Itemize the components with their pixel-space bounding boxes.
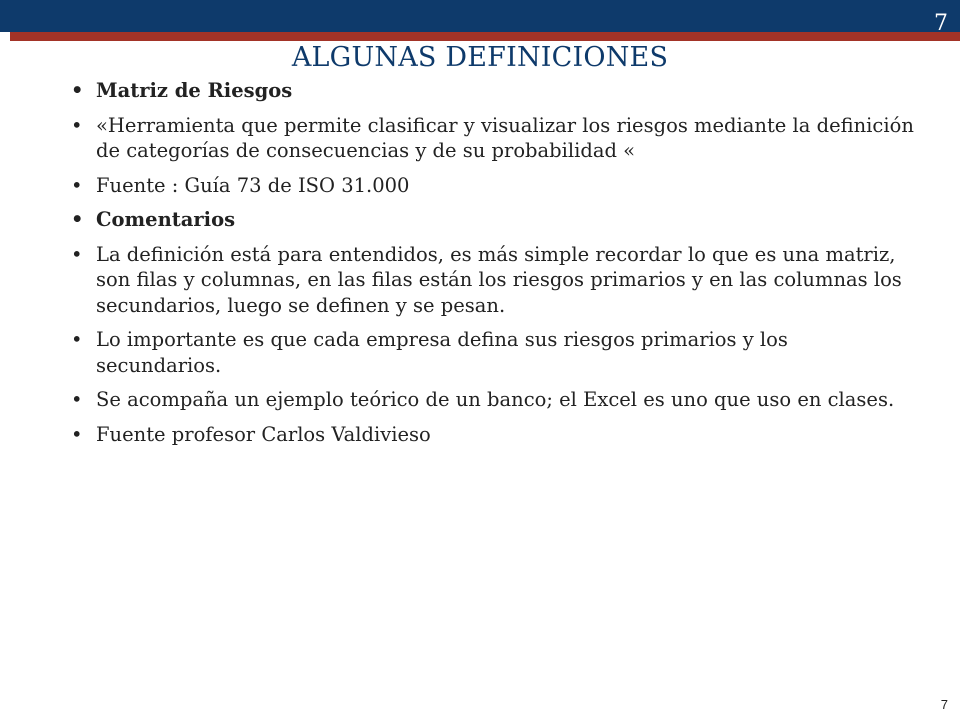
bullet-comment-3: • Se acompaña un ejemplo teórico de un banco; el Excel es uno que uso en clases. [66,387,916,413]
bullet-comentarios-heading: • Comentarios [66,207,916,233]
bullet-list [66,78,916,456]
accent-stripe [10,32,960,41]
bullet-source-professor: • Fuente profesor Carlos Valdivieso [66,422,916,448]
bullet-comment-2: • Lo importante es que cada empresa defina sus riesgos primarios y los secundarios. [66,327,916,378]
bullet-comment-1: • La definición está para entendidos, es más simple recordar lo que es una matriz, son filas y columnas, en las filas están los riesgos primarios y en las columnas los secundarios, luego se definen y se pesan. [66,242,916,319]
slide-title: ALGUNAS DEFINICIONES [291,42,669,73]
bullet-matriz-heading: • Matriz de Riesgos [66,78,916,104]
bullet-source-iso: • Fuente : Guía 73 de ISO 31.000 [66,173,916,199]
header-band [0,0,960,32]
bullet-definition: • «Herramienta que permite clasificar y visualizar los riesgos mediante la definición de categorías de consecuencias y de su probabilidad « [66,113,916,164]
page-number: 7 [940,697,948,712]
slide-number-header: 7 [934,11,948,36]
